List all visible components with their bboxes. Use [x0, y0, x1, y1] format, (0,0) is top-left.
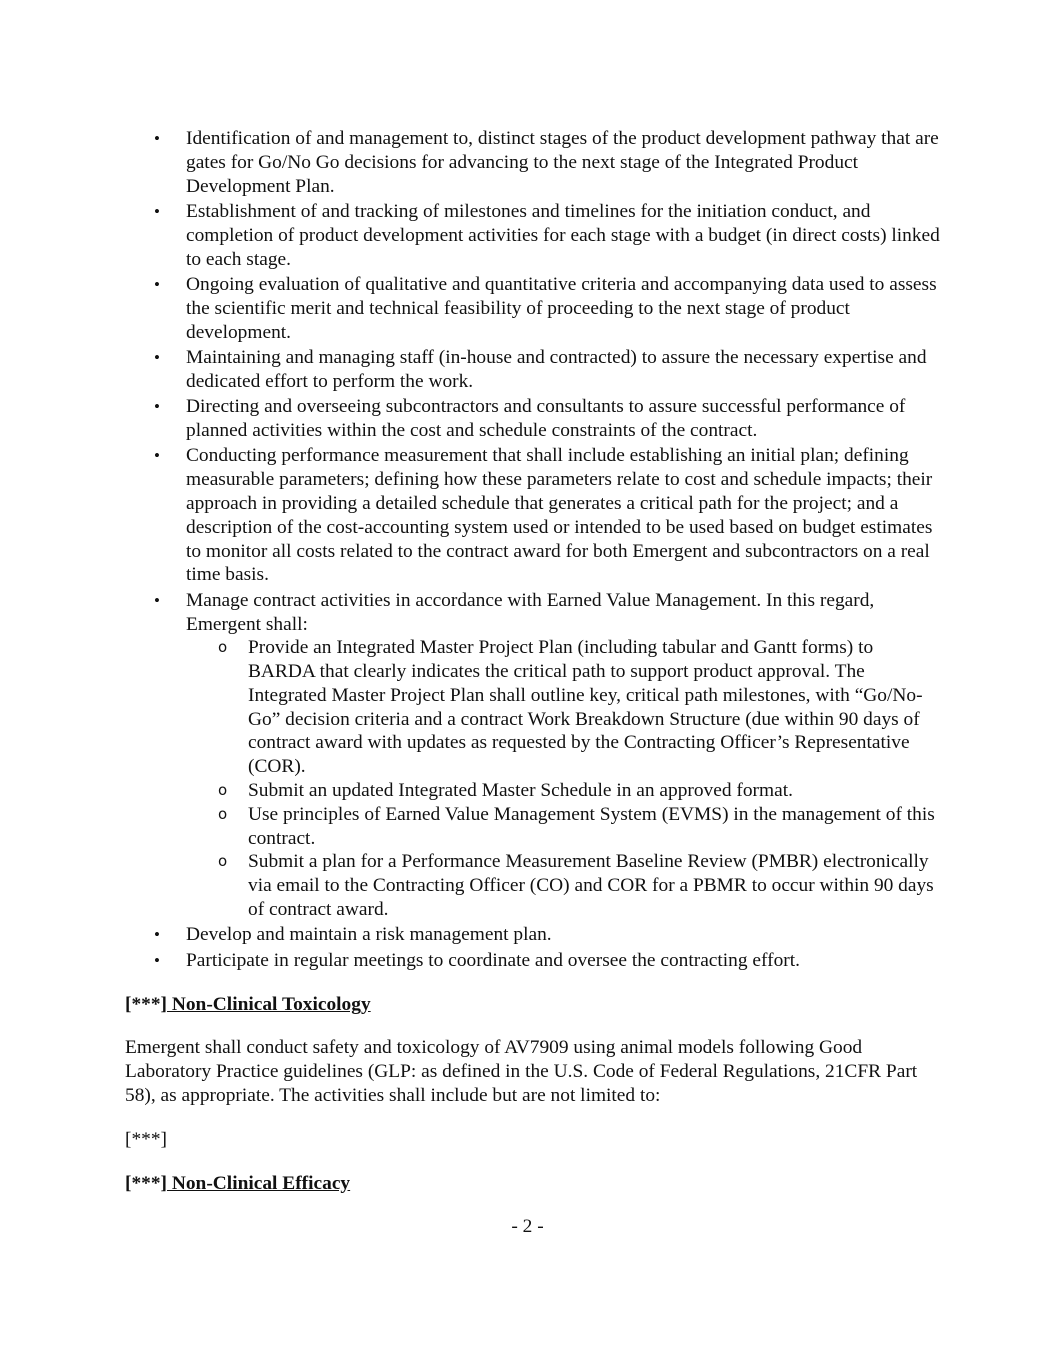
bullet-icon: • [154, 129, 160, 148]
sub-list-item-text: Use principles of Earned Value Management System (EVMS) in the management of this contract. [248, 803, 935, 849]
bullet-icon: • [154, 347, 160, 367]
list-item-text: Maintaining and managing staff (in-house and contracted) to assure the necessary expertise and dedicated effort to perform the work. [186, 346, 927, 392]
bullet-icon: • [154, 201, 160, 221]
responsibilities-list [125, 127, 940, 973]
sub-list-item-text: Provide an Integrated Master Project Plan (including tabular and Gantt forms) to BARDA that clearly indicates the critical path to support product approval. The Integrated Master Project Plan shall outline key, critical path milestones, with “Go/No-Go” decision criteria and a contract Work Breakdown Structure (due within 90 days of contract award with updates as requested by the Contracting Officer’s Representative (COR). [248, 637, 923, 778]
list-item [125, 273, 940, 344]
bullet-icon: • [154, 274, 160, 294]
circle-bullet-icon: o [218, 852, 228, 871]
sub-list-item [186, 636, 940, 779]
redaction-marker: [***] [125, 1172, 168, 1194]
bullet-icon: • [154, 950, 160, 970]
list-item [125, 346, 940, 394]
section-title: Non-Clinical Toxicology [167, 993, 371, 1015]
page-number: - 2 - [511, 1216, 544, 1237]
list-item [125, 395, 940, 443]
list-item-text: Directing and overseeing subcontractors and consultants to assure successful performance of planned activities within the cost and schedule constraints of the contract. [186, 396, 906, 441]
list-item [125, 200, 940, 271]
list-item-text: Establishment of and tracking of milestones and timelines for the initiation conduct, and completion of product development activities for each stage with a budget (in direct costs) linked to each stage. [186, 200, 940, 270]
list-item-text: Manage contract activities in accordance with Earned Value Management. In this regard, Emergent shall: [186, 589, 875, 635]
list-item [125, 923, 940, 947]
bullet-icon: • [154, 925, 160, 945]
section-title: Non-Clinical Efficacy [167, 1172, 351, 1194]
bullet-icon: • [154, 446, 160, 466]
circle-bullet-icon: o [218, 638, 228, 657]
list-item-text: Conducting performance measurement that shall include establishing an initial plan; defining measurable parameters; defining how these parameters relate to cost and schedule impacts; their approach in providing a detailed schedule that generates a critical path for the project; and a description of the cost-accounting system used or intended to be used based on budget estimates to monitor all costs related to the contract award for both Emergent and subcontractors on a real time basis. [186, 445, 933, 586]
sub-list-item [186, 779, 940, 803]
redaction-marker: [***] [125, 993, 168, 1015]
toxicology-paragraph: Emergent shall conduct safety and toxicology of AV7909 using animal models following Good Laboratory Practice guidelines (GLP: as defined in the U.S. Code of Federal Regulations, 21CFR Part 58), as appropriate. The activities shall include but are not limited to: [125, 1037, 918, 1107]
bullet-icon: • [154, 397, 160, 417]
list-item [125, 127, 940, 198]
list-item [125, 589, 940, 922]
redacted-text: [***] [125, 1128, 168, 1150]
section-heading-efficacy [125, 1172, 940, 1196]
list-item [125, 444, 940, 587]
list-item-text: Develop and maintain a risk management plan. [186, 924, 552, 946]
list-item [125, 949, 940, 973]
list-item-text: Ongoing evaluation of qualitative and quantitative criteria and accompanying data used to assess the scientific merit and technical feasibility of proceeding to the next stage of product development. [186, 273, 937, 343]
section-heading-toxicology [125, 993, 940, 1017]
sub-list-item [186, 803, 940, 851]
sub-list-item-text: Submit an updated Integrated Master Schedule in an approved format. [248, 780, 793, 802]
circle-bullet-icon: o [218, 781, 228, 800]
page-content [125, 127, 940, 1195]
sub-list-item [186, 850, 940, 921]
sub-list-item-text: Submit a plan for a Performance Measurement Baseline Review (PMBR) electronically via email to the Contracting Officer (CO) and COR for a PBMR to occur within 90 days of contract award. [248, 851, 934, 921]
list-item-text: Identification of and management to, distinct stages of the product development pathway that are gates for Go/No Go decisions for advancing to the next stage of the Integrated Product Development Plan. [186, 128, 939, 197]
circle-bullet-icon: o [218, 804, 228, 823]
list-item-text: Participate in regular meetings to coordinate and oversee the contracting effort. [186, 949, 800, 971]
bullet-icon: • [154, 590, 160, 610]
evm-sublist [186, 636, 940, 922]
